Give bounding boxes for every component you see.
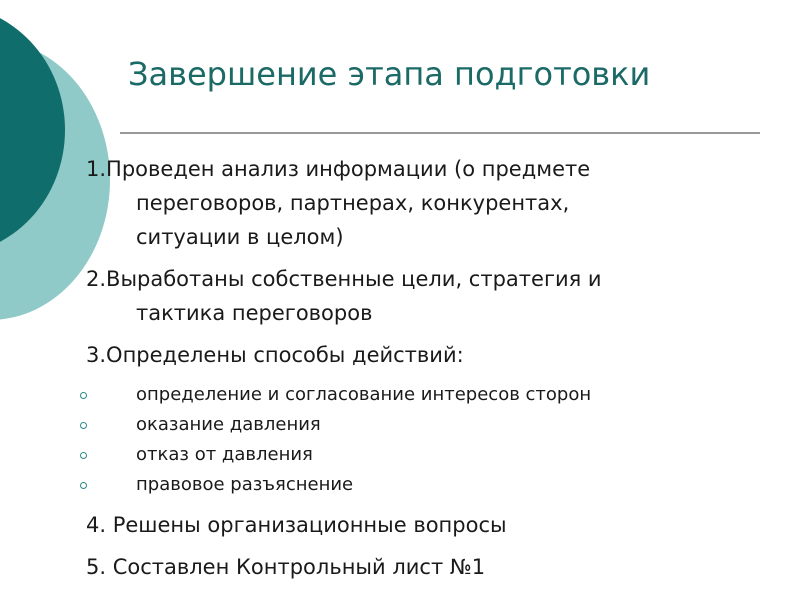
sub-list-item-text: оказание давления [136, 414, 321, 435]
sub-list-item-text: определение и согласование интересов сторон [136, 384, 592, 405]
slide-content [86, 152, 786, 592]
item-line: переговоров, партнерах, конкурентах, [136, 191, 570, 215]
item-line: ситуации в целом) [136, 225, 344, 249]
sub-list-item [86, 380, 786, 410]
hollow-circle-bullet-icon [80, 392, 87, 399]
item-number: 3. [86, 343, 107, 367]
list-item-5: 5. Составлен Контрольный лист №1 [86, 555, 486, 579]
sub-list-item-text: отказ от давления [136, 444, 313, 465]
sub-list-item [86, 410, 786, 440]
list-item-3 [86, 338, 786, 372]
item-line: тактика переговоров [136, 301, 373, 325]
sub-list [86, 380, 786, 500]
sub-list-item [86, 470, 786, 500]
hollow-circle-bullet-icon [80, 422, 87, 429]
item-number: 1. [86, 157, 107, 181]
list-item-4: 4. Решены организационные вопросы [86, 513, 507, 537]
title-divider [120, 132, 760, 134]
slide-title: Завершение этапа подготовки [128, 55, 651, 93]
item-number: 2. [86, 267, 107, 291]
hollow-circle-bullet-icon [80, 452, 87, 459]
item-first-line: Проведен анализ информации (о предмете [106, 157, 591, 181]
sub-list-item-text: правовое разъяснение [136, 474, 354, 495]
list-item-2 [86, 262, 786, 330]
item-first-line: Выработаны собственные цели, стратегия и [106, 267, 602, 291]
item-first-line: Определены способы действий: [106, 343, 464, 367]
sub-list-item [86, 440, 786, 470]
hollow-circle-bullet-icon [80, 482, 87, 489]
list-item-1 [86, 152, 786, 254]
